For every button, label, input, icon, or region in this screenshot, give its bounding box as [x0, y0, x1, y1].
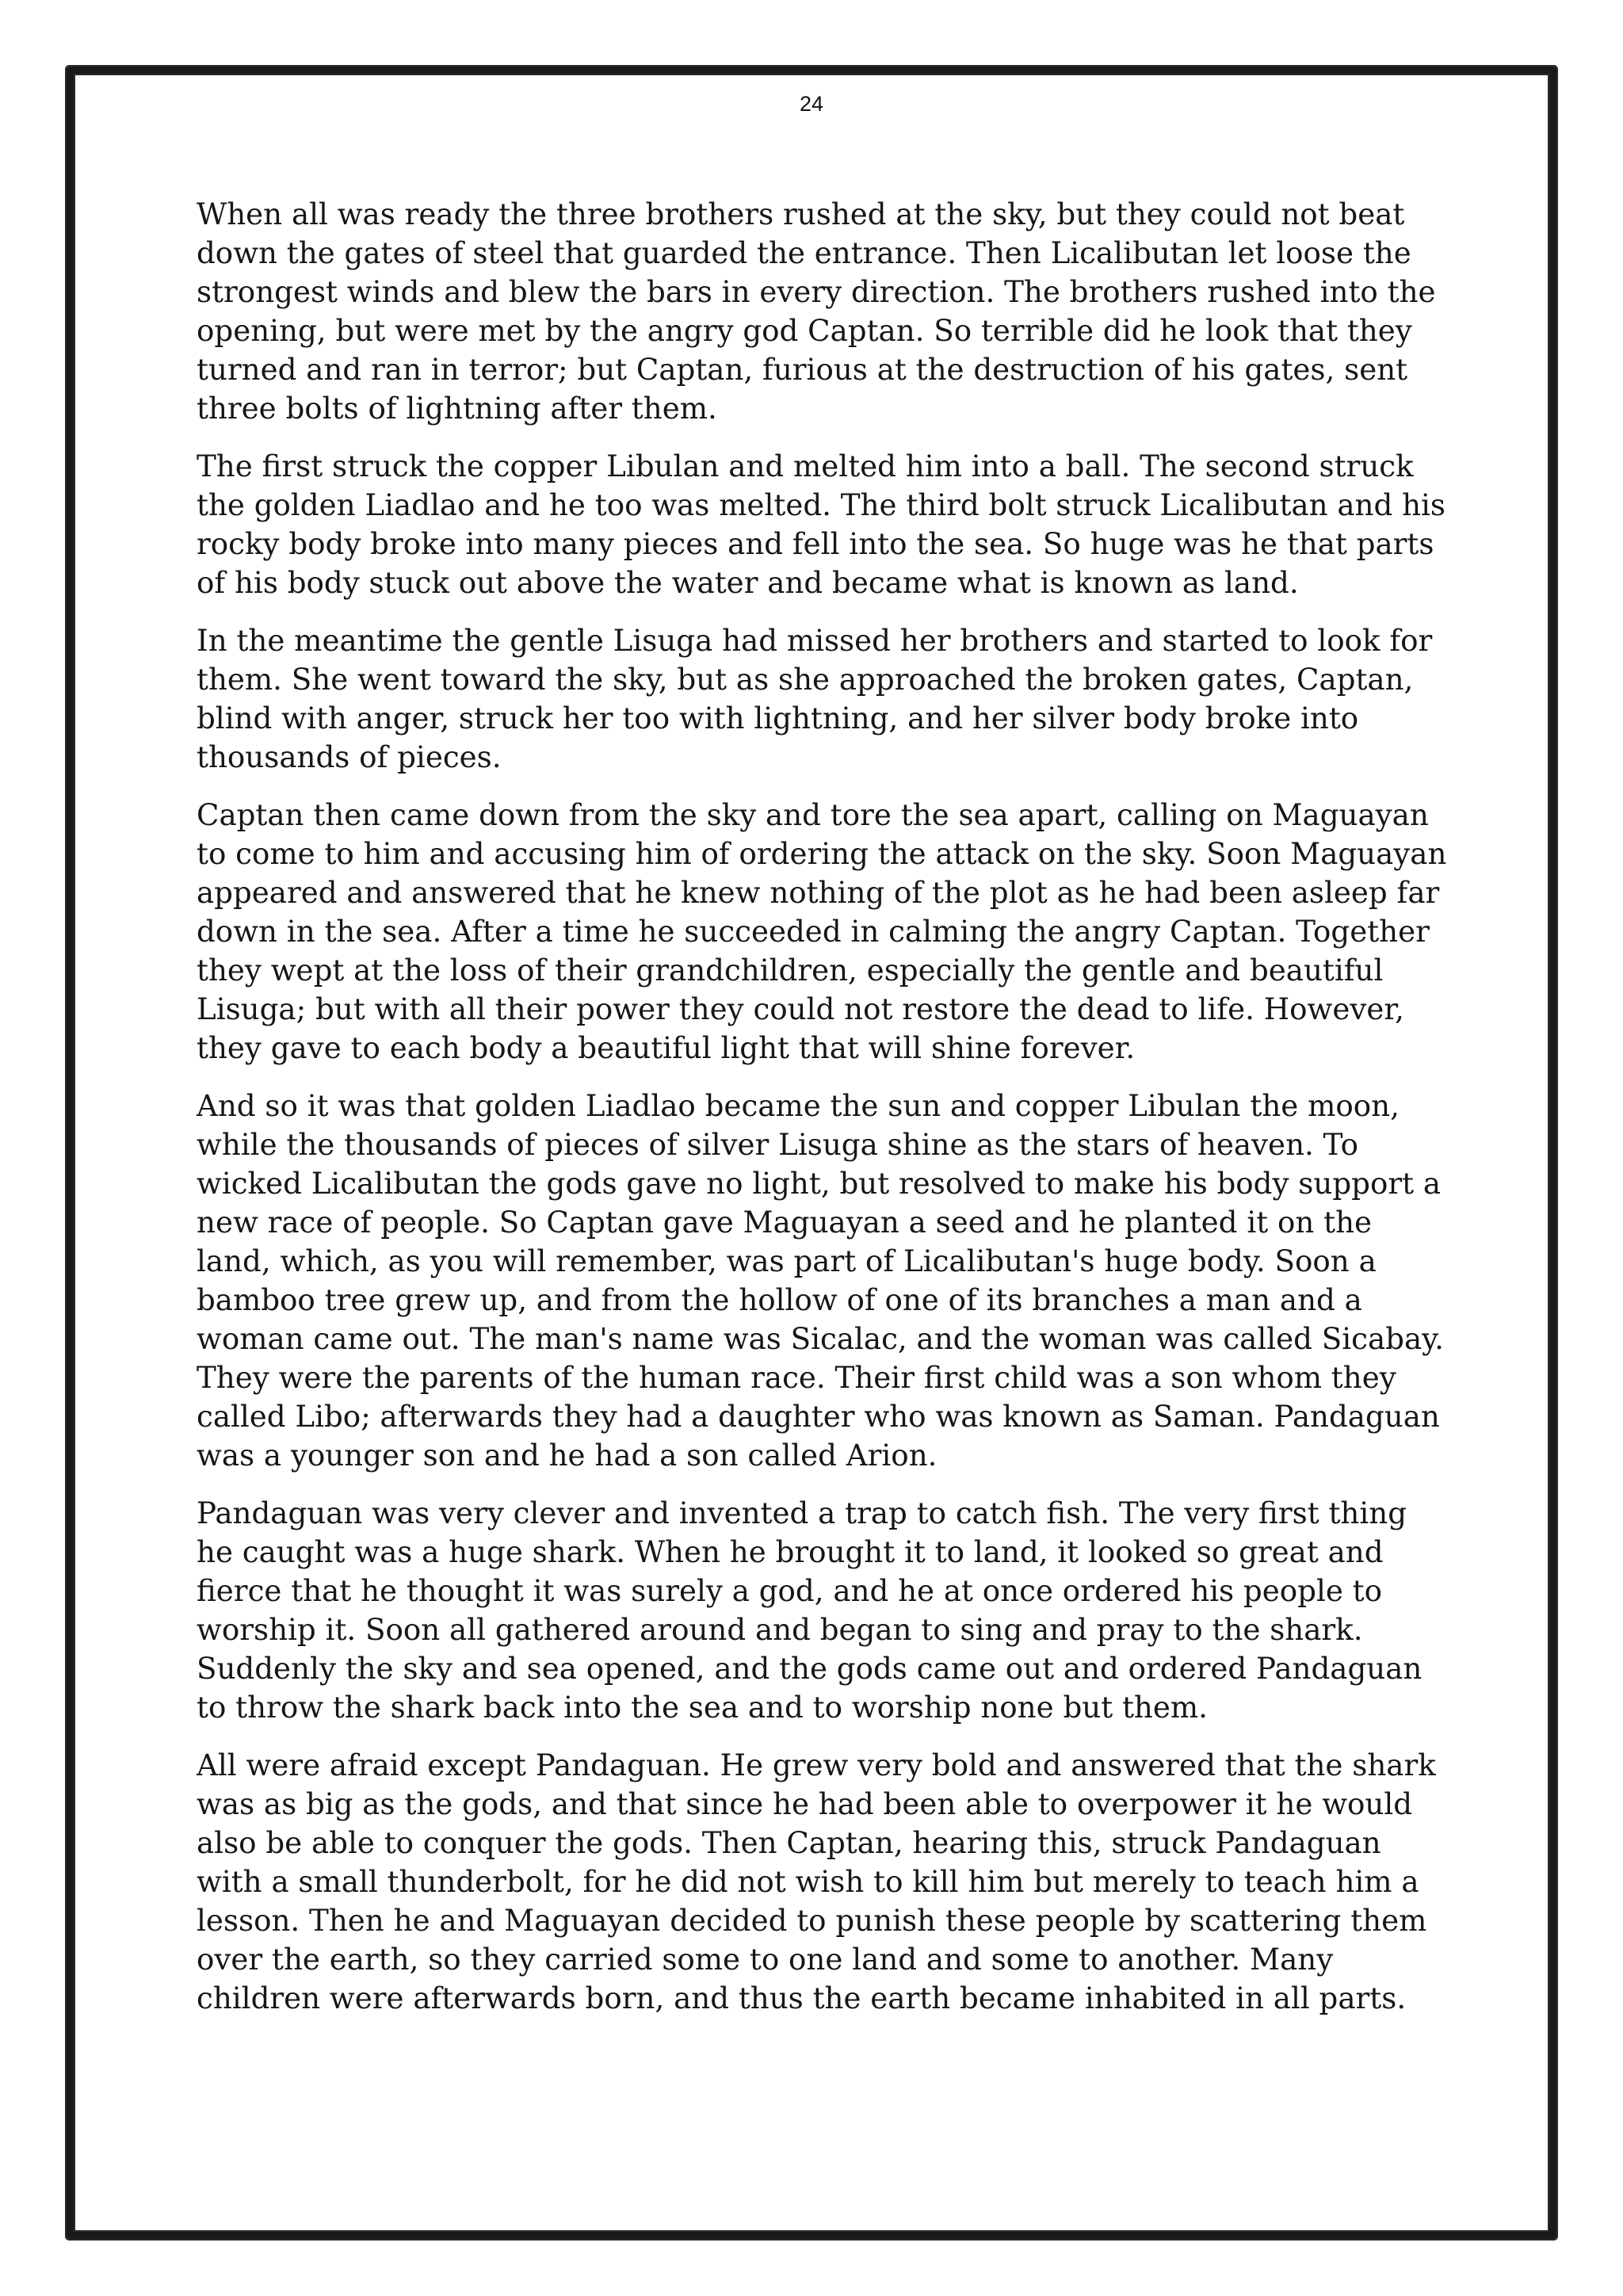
paragraph-5: And so it was that golden Liadlao became the sun and copper Libulan the moon, while the thousands of pieces of silver Lisuga shine as the stars of heaven. To wicked Licalibutan the gods gave no light, but resolved to make his body support a new race of people. So Captan gave Maguayan a seed and he planted it on the land, which, as you will remember, was part of Licalibutan's huge body. Soon a bamboo tree grew up, and from the hollow of one of its branches a man and a woman came out. The man's name was Sicalac, and the woman was called Sicabay. They were the parents of the human race. Their first child was a son whom they called Libo; afterwards they had a daughter who was known as Saman. Pandaguan was a younger son and he had a son called Arion. — [197, 1088, 1445, 1473]
body-text — [197, 195, 1449, 2037]
paragraph-1: When all was ready the three brothers rushed at the sky, but they could not beat down the gates of steel that guarded the entrance. Then Licalibutan let loose the strongest winds and blew the bars in every direction. The brothers rushed into the opening, but were met by the angry god Captan. So terrible did he look that they turned and ran in terror; but Captan, furious at the destruction of his gates, sent three bolts of lightning after them. — [197, 197, 1436, 426]
paragraph-7: All were afraid except Pandaguan. He grew very bold and answered that the shark was as big as the gods, and that since he had been able to overpower it he would also be able to conquer the gods. Then Captan, hearing this, struck Pandaguan with a small thunderbolt, for he did not wish to kill him but merely to teach him a lesson. Then he and Maguayan decided to punish these people by scattering them over the earth, so they carried some to one land and some to another. Many children were afterwards born, and thus the earth became inhabited in all parts. — [197, 1748, 1436, 2015]
paragraph-4: Captan then came down from the sky and tore the sea apart, calling on Maguayan to come to him and accusing him of ordering the attack on the sky. Soon Maguayan appeared and answered that he knew nothing of the plot as he had been asleep far down in the sea. After a time he succeeded in calming the angry Captan. Together they wept at the loss of their grandchildren, especially the gentle and beautiful Lisuga; but with all their power they could not restore the dead to life. However, they gave to each body a beautiful light that will shine forever. — [197, 797, 1447, 1065]
paragraph-6: Pandaguan was very clever and invented a trap to catch fish. The very first thing he caught was a huge shark. When he brought it to land, it looked so great and fierce that he thought it was surely a god, and he at once ordered his people to worship it. Soon all gathered around and began to sing and pray to the shark. Suddenly the sky and sea opened, and the gods came out and ordered Pandaguan to throw the shark back into the sea and to worship none but them. — [197, 1496, 1423, 1725]
paragraph-2: The first struck the copper Libulan and melted him into a ball. The second struck the golden Liadlao and he too was melted. The third bolt struck Licalibutan and his rocky body broke into many pieces and fell into the sea. So huge was he that parts of his body stuck out above the water and became what is known as land. — [197, 449, 1446, 600]
paragraph-3: In the meantime the gentle Lisuga had missed her brothers and started to look for them. She went toward the sky, but as she approached the broken gates, Captan, blind with anger, struck her too with lightning, and her silver body broke into thousands of pieces. — [197, 623, 1433, 774]
page-number: 24 — [799, 92, 824, 116]
